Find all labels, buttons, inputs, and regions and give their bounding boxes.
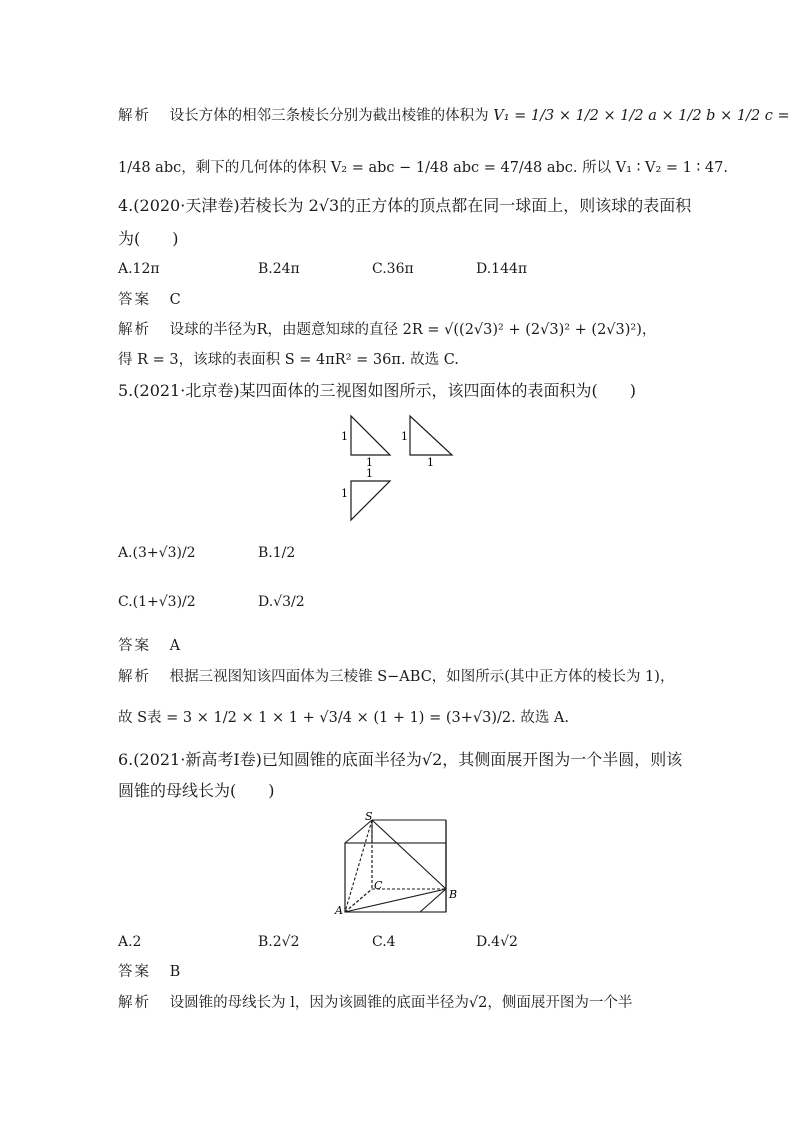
analysis-text: 根据三视图知该四面体为三棱锥 S−ABC，如图所示(其中正方体的棱长为 1)， <box>169 669 675 685</box>
cube-front-face <box>345 843 446 912</box>
question-5-stem: 5.(2021·北京卷)某四面体的三视图如图所示，该四面体的表面积为( ) <box>118 381 637 400</box>
side-view-width-label: 1 <box>427 456 434 469</box>
vertex-s-label: S <box>365 810 373 823</box>
q5-answer <box>118 636 180 656</box>
analysis-block1-line2 <box>118 158 728 178</box>
front-view-height-label: 1 <box>341 430 348 443</box>
q4-option-a: A.12π <box>118 261 160 277</box>
vertex-b-label: B <box>449 888 458 901</box>
formula: V₁ = 1/3 × 1/2 × 1/2 a × 1/2 b × 1/2 c = <box>493 108 790 124</box>
q5-analysis-line1 <box>118 667 674 687</box>
analysis-label: 解析 <box>118 322 151 338</box>
analysis-block1-line1 <box>118 106 790 126</box>
top-view-triangle <box>351 481 390 520</box>
question-6-stem-cont: 圆锥的母线长为( ) <box>118 781 275 800</box>
q6-analysis-line1 <box>118 993 632 1013</box>
analysis-label: 解析 <box>118 669 151 685</box>
q5-option-a: A.(3+√3)/2 <box>118 545 196 561</box>
q4-option-b: B.24π <box>258 261 300 277</box>
analysis-text: 设圆锥的母线长为 l，因为该圆锥的底面半径为√2，侧面展开图为一个半 <box>169 995 633 1011</box>
q4-analysis-line1 <box>118 320 656 340</box>
q4-option-c: C.36π <box>372 261 414 277</box>
analysis-label: 解析 <box>118 995 151 1011</box>
top-view-top-label: 1 <box>366 467 373 480</box>
q6-option-d: D.4√2 <box>476 934 518 950</box>
q6-answer <box>118 962 180 982</box>
answer-value: A <box>169 638 181 654</box>
analysis-text: 设长方体的相邻三条棱长分别为 <box>169 108 373 124</box>
answer-value: B <box>169 964 181 980</box>
analysis-text: 截出棱锥的体积为 <box>372 108 489 124</box>
q6-option-a: A.2 <box>118 934 142 950</box>
q6-option-b: B.2√2 <box>258 934 300 950</box>
front-view-width-label: 1 <box>366 456 373 469</box>
q4-answer <box>118 290 181 310</box>
vertex-a-label: A <box>335 904 343 917</box>
analysis-text: 设球的半径为R，由题意知球的直径 2R = √((2√3)² + (2√3)² + (2√3)²)， <box>169 322 657 338</box>
q5-option-c: C.(1+√3)/2 <box>118 594 196 610</box>
q5-option-b: B.1/2 <box>258 545 296 561</box>
question-6-stem: 6.(2021·新高考Ⅰ卷)已知圆锥的底面半径为√2，其侧面展开图为一个半圆，则该 <box>118 750 683 769</box>
side-view-height-label: 1 <box>401 430 408 443</box>
vertex-c-label: C <box>374 879 383 892</box>
q6-option-c: C.4 <box>372 934 396 950</box>
question-4-stem: 4.(2020·天津卷)若棱长为 2√3的正方体的顶点都在同一球面上，则该球的表面积 <box>118 196 692 215</box>
analysis-label: 解析 <box>118 108 151 124</box>
answer-label: 答案 <box>118 292 151 308</box>
answer-value: C <box>169 292 181 308</box>
question-4-stem-cont: 为( ) <box>118 229 179 248</box>
cube-pyramid-figure <box>345 820 446 912</box>
top-view-side-label: 1 <box>341 487 348 500</box>
answer-label: 答案 <box>118 964 151 980</box>
q5-analysis-line2: 故 S表 = 3 × 1/2 × 1 × 1 + √3/4 × (1 + 1) = (3+√3)/2. 故选 A. <box>118 710 570 726</box>
front-view-triangle <box>351 416 390 455</box>
answer-label: 答案 <box>118 638 151 654</box>
formula: 1/48 abc，剩下的几何体的体积 V₂ = abc − 1/48 abc = 47/48 abc. 所以 V₁ ∶ V₂ = 1 ∶ 47. <box>118 160 728 176</box>
q5-option-d: D.√3/2 <box>258 594 305 610</box>
side-view-triangle <box>410 416 452 455</box>
q4-option-d: D.144π <box>476 261 528 277</box>
q4-analysis-line2: 得 R = 3，该球的表面积 S = 4πR² = 36π. 故选 C. <box>118 352 459 368</box>
